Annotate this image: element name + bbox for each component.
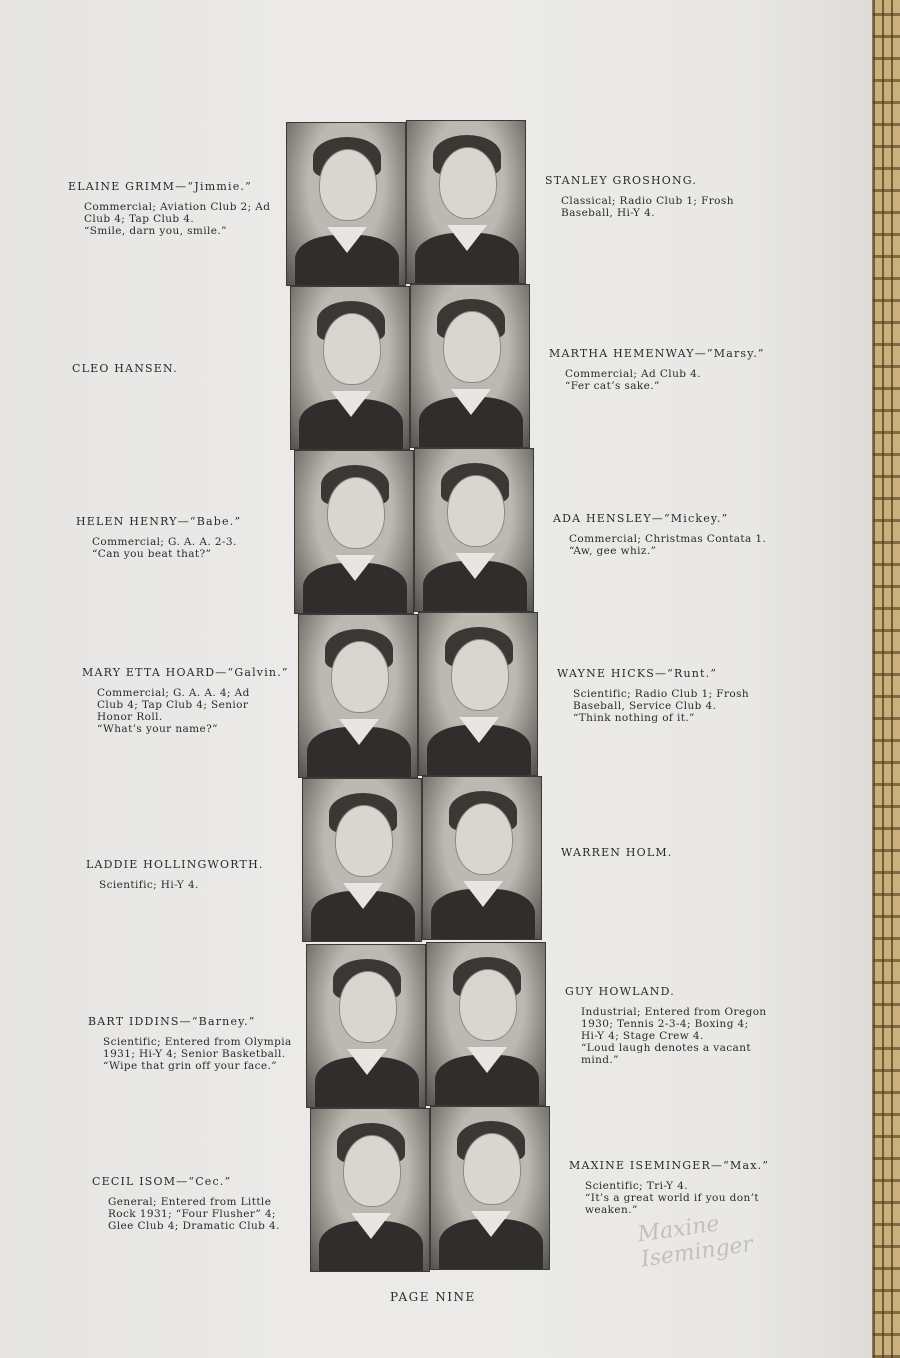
- portrait-bart-iddins: [306, 944, 426, 1108]
- entry-line: Classical; Radio Club 1; Frosh: [561, 195, 734, 207]
- entry-line: Honor Roll.: [97, 711, 163, 723]
- entry-line: Club 4; Tap Club 4.: [84, 213, 195, 225]
- entry-line: “Fer cat’s sake.”: [565, 380, 660, 392]
- entry-line: Rock 1931; “Four Flusher” 4;: [108, 1208, 276, 1220]
- student-name: MARY ETTA HOARD—“Galvin.”: [82, 666, 289, 679]
- student-name: GUY HOWLAND.: [565, 985, 675, 998]
- entry-line: Scientific; Radio Club 1; Frosh: [573, 688, 750, 700]
- entry-line: mind.”: [581, 1054, 619, 1066]
- entry-line: General; Entered from Little: [108, 1196, 272, 1208]
- entry-line: “Wipe that grin off your face.”: [103, 1060, 278, 1072]
- entry-line: Industrial; Entered from Oregon: [581, 1006, 767, 1018]
- portrait-helen-henry: [294, 450, 414, 614]
- portrait-stanley-groshong: [406, 120, 526, 284]
- entry-line: “Can you beat that?”: [92, 548, 212, 560]
- page-number: PAGE NINE: [390, 1290, 476, 1304]
- student-name: HELEN HENRY—“Babe.”: [76, 515, 242, 528]
- entry-line: 1930; Tennis 2-3-4; Boxing 4;: [581, 1018, 749, 1030]
- entry-ada-hensley: [553, 513, 783, 557]
- entry-cecil-isom: [92, 1176, 307, 1232]
- entry-warren-holm: [561, 847, 791, 867]
- entry-bart-iddins: [88, 1016, 303, 1072]
- entry-line: Baseball, Service Club 4.: [573, 700, 717, 712]
- entry-mary-etta-hoard: [82, 667, 297, 735]
- entry-line: “Loud laugh denotes a vacant: [581, 1042, 751, 1054]
- entry-line: Commercial; G. A. A. 2-3.: [92, 536, 237, 548]
- entry-line: Commercial; Aviation Club 2; Ad: [84, 201, 271, 213]
- entry-line: Commercial; Christmas Contata 1.: [569, 533, 767, 545]
- portrait-column: [282, 110, 554, 1276]
- entry-wayne-hicks: [557, 668, 787, 724]
- student-name: WARREN HOLM.: [561, 846, 673, 859]
- plaid-binding-edge: [872, 0, 900, 1358]
- portrait-guy-howland: [426, 942, 546, 1106]
- student-name: CECIL ISOM—“Cec.”: [92, 1175, 232, 1188]
- entry-line: “Aw, gee whiz.”: [569, 545, 657, 557]
- entry-line: Hi-Y 4; Stage Crew 4.: [581, 1030, 704, 1042]
- entry-line: “What’s your name?”: [97, 723, 218, 735]
- entry-line: Glee Club 4; Dramatic Club 4.: [108, 1220, 280, 1232]
- entry-helen-henry: [76, 516, 291, 560]
- entry-stanley-groshong: [545, 175, 775, 219]
- entry-line: Scientific; Tri-Y 4.: [585, 1180, 689, 1192]
- entry-line: 1931; Hi-Y 4; Senior Basketball.: [103, 1048, 286, 1060]
- entry-line: “Think nothing of it.”: [573, 712, 695, 724]
- portrait-mary-etta-hoard: [298, 614, 418, 778]
- student-name: ADA HENSLEY—“Mickey.”: [553, 512, 729, 525]
- entry-line: Scientific; Hi-Y 4.: [99, 879, 199, 891]
- student-name: BART IDDINS—“Barney.”: [88, 1015, 256, 1028]
- student-name: STANLEY GROSHONG.: [545, 174, 698, 187]
- entry-guy-howland: [565, 986, 795, 1066]
- student-name: WAYNE HICKS—“Runt.”: [557, 667, 718, 680]
- student-name: CLEO HANSEN.: [72, 362, 178, 375]
- student-name: LADDIE HOLLINGWORTH.: [86, 858, 264, 871]
- portrait-cecil-isom: [310, 1108, 430, 1272]
- portrait-maxine-iseminger: [430, 1106, 550, 1270]
- entry-line: Scientific; Entered from Olympia: [103, 1036, 292, 1048]
- entry-martha-hemenway: [549, 348, 779, 392]
- portrait-laddie-hollingworth: [302, 778, 422, 942]
- portrait-ada-hensley: [414, 448, 534, 612]
- entry-laddie-hollingworth: [86, 859, 301, 891]
- portrait-warren-holm: [422, 776, 542, 940]
- entry-line: Baseball, Hi-Y 4.: [561, 207, 655, 219]
- entry-elaine-grimm: [68, 181, 283, 237]
- portrait-martha-hemenway: [410, 284, 530, 448]
- entry-line: Club 4; Tap Club 4; Senior: [97, 699, 249, 711]
- entry-line: “It’s a great world if you don’t: [585, 1192, 760, 1204]
- entry-line: Commercial; G. A. A. 4; Ad: [97, 687, 250, 699]
- entry-line: weaken.”: [585, 1204, 638, 1216]
- entry-cleo-hansen: [72, 363, 287, 383]
- student-name: MARTHA HEMENWAY—“Marsy.”: [549, 347, 765, 360]
- entry-line: Commercial; Ad Club 4.: [565, 368, 701, 380]
- portrait-elaine-grimm: [286, 122, 406, 286]
- student-name: ELAINE GRIMM—“Jimmie.”: [68, 180, 252, 193]
- handwritten-signature: Maxine Iseminger: [636, 1211, 755, 1273]
- portrait-cleo-hansen: [290, 286, 410, 450]
- entry-line: “Smile, darn you, smile.”: [84, 225, 227, 237]
- portrait-wayne-hicks: [418, 612, 538, 776]
- student-name: MAXINE ISEMINGER—“Max.”: [569, 1159, 770, 1172]
